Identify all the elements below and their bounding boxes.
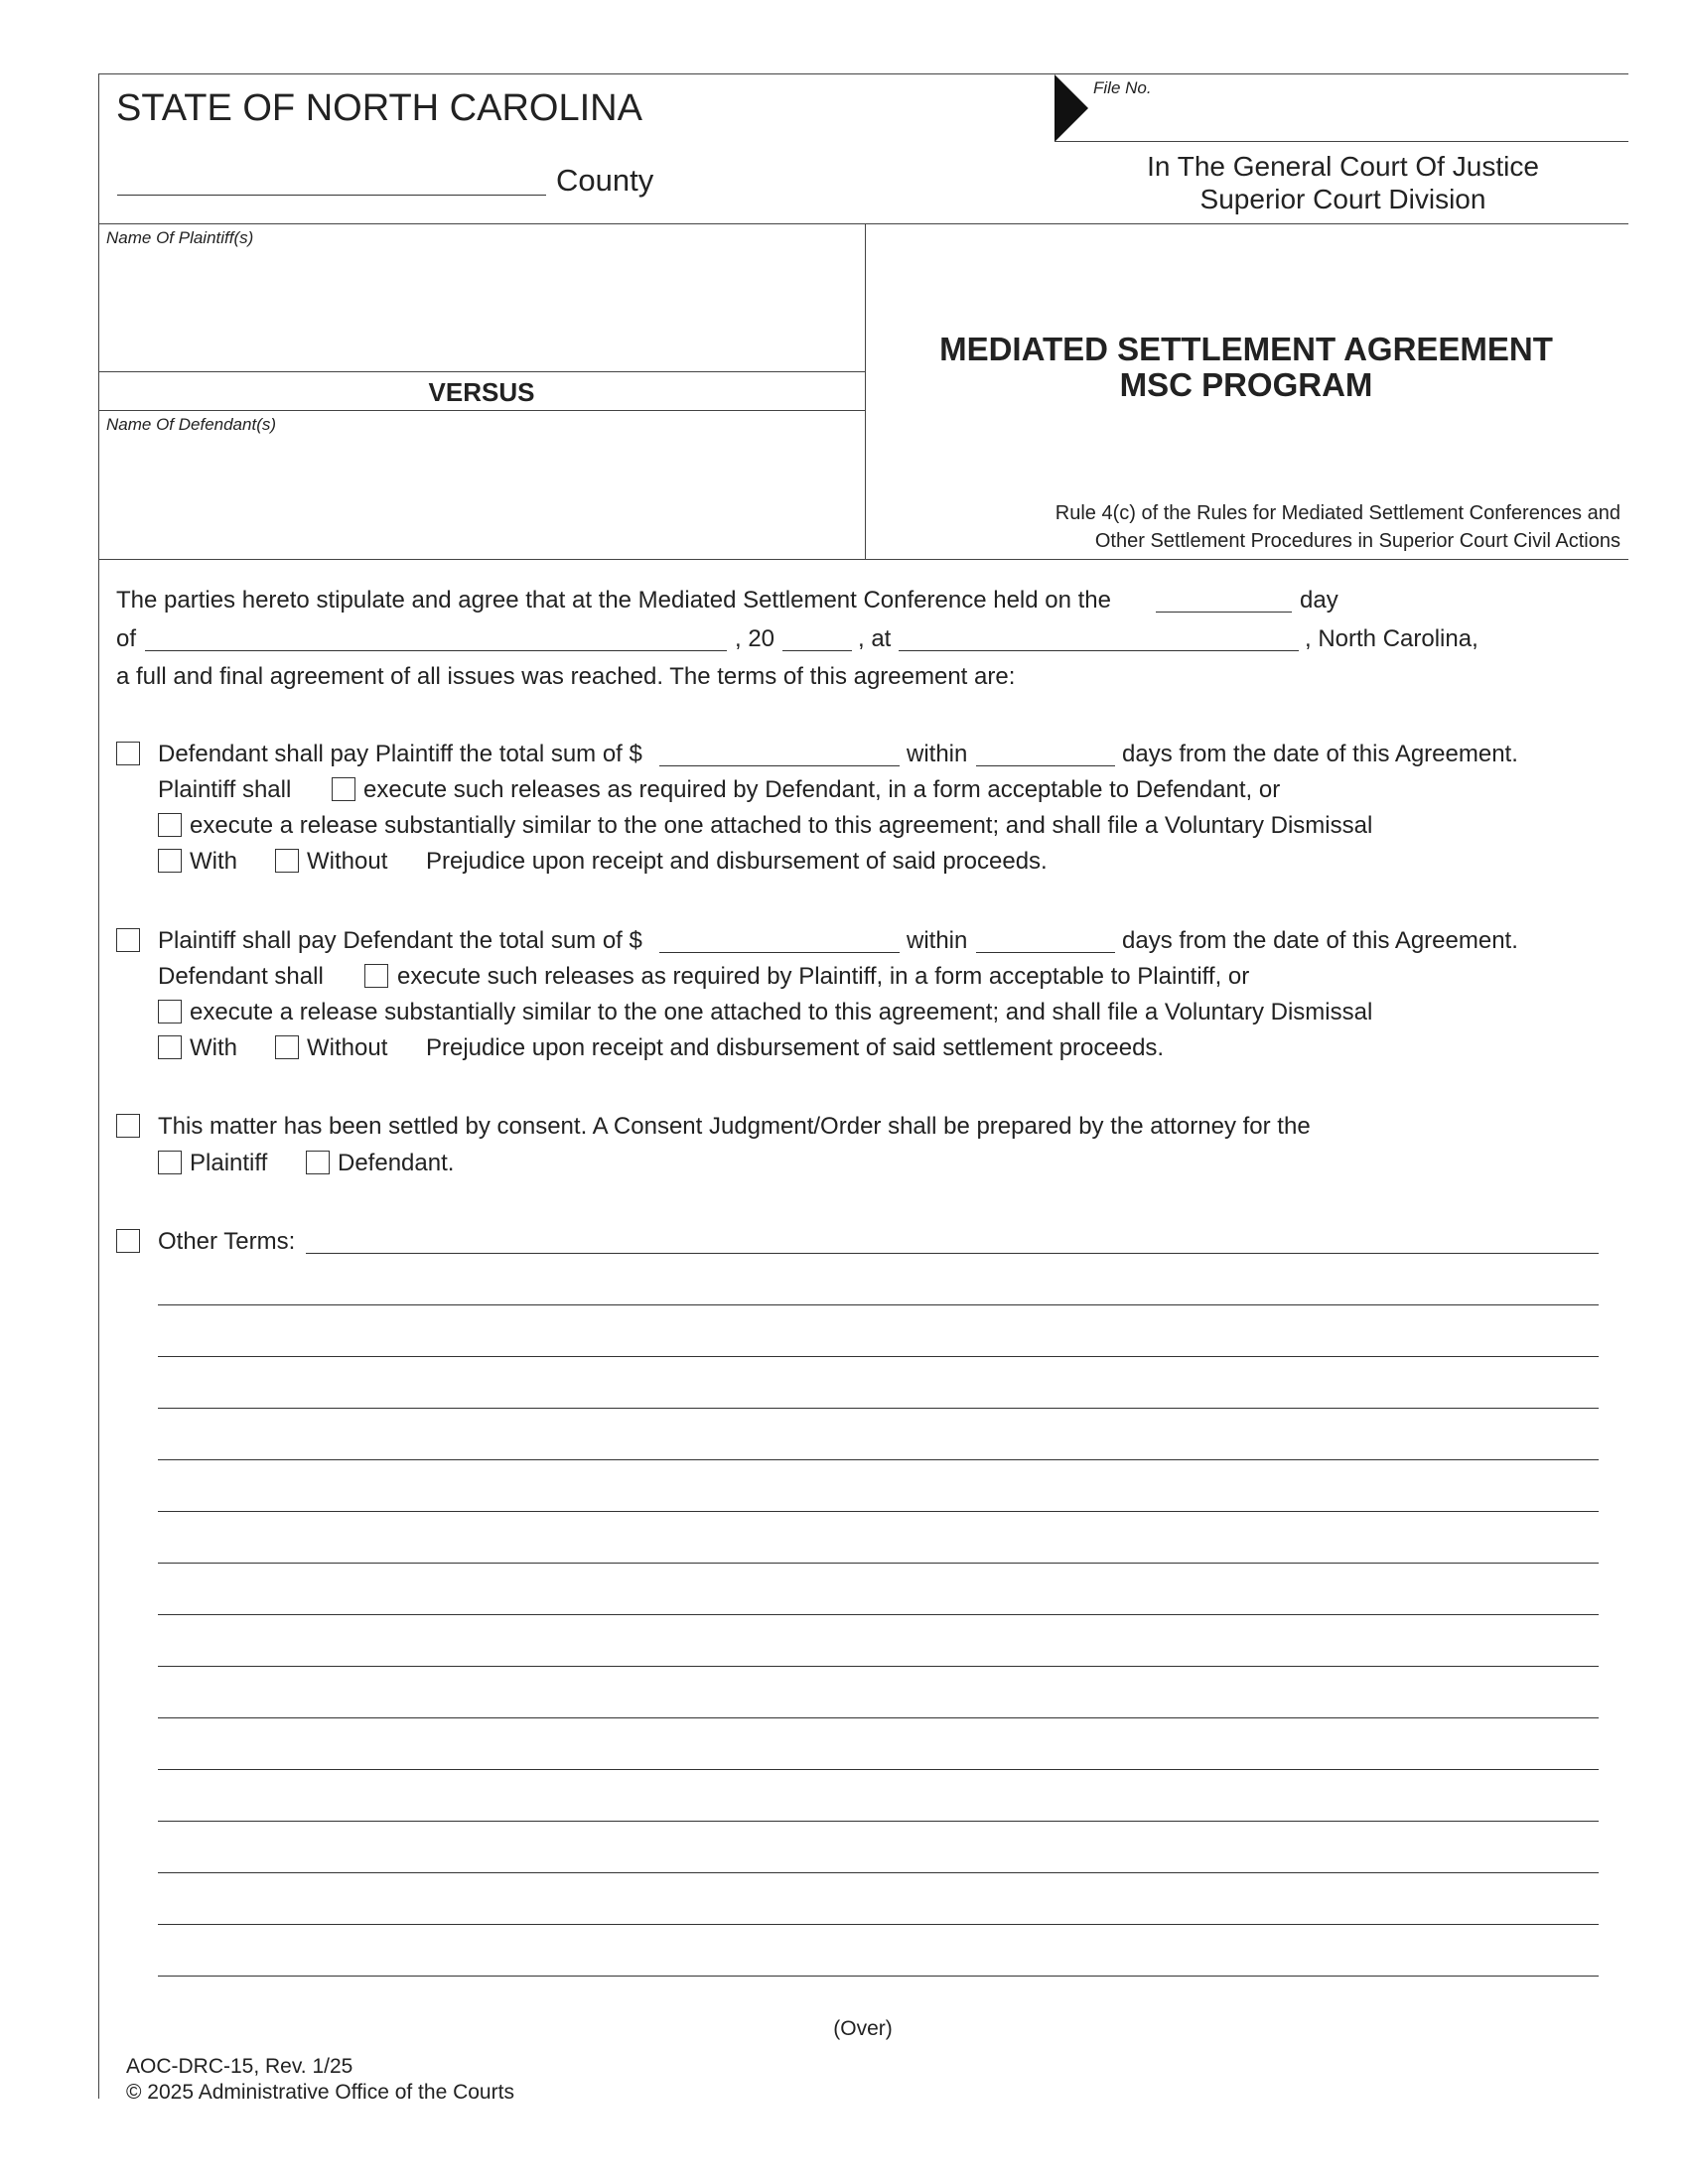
other-terms-line[interactable] <box>158 1821 1599 1822</box>
other-terms-line[interactable] <box>158 1976 1599 1977</box>
plaintiff-label: Name Of Plaintiff(s) <box>106 228 254 247</box>
title-divider <box>98 559 1628 560</box>
month-field[interactable] <box>145 650 727 651</box>
option2-days-label: days from the date of this Agreement. <box>1122 927 1518 954</box>
option2-days-field[interactable] <box>976 952 1115 953</box>
option3-defendant-label: Defendant. <box>338 1150 455 1176</box>
other-terms-line[interactable] <box>158 1408 1599 1409</box>
intro-year-label: , 20 <box>735 625 775 652</box>
top-border <box>98 73 1628 74</box>
option1-prejudice-text: Prejudice upon receipt and disbursement of said proceeds. <box>426 848 1048 875</box>
versus-top-line <box>98 371 865 372</box>
option2-release2-checkbox[interactable] <box>158 1000 182 1024</box>
county-name-field[interactable] <box>117 195 546 196</box>
option1-without-label: Without <box>307 848 388 875</box>
option2-prejudice-text: Prejudice upon receipt and disbursement of said settlement proceeds. <box>426 1034 1165 1061</box>
other-terms-line[interactable] <box>158 1614 1599 1615</box>
option2-with-label: With <box>190 1034 237 1061</box>
other-terms-line[interactable] <box>158 1769 1599 1770</box>
file-no-field[interactable] <box>1055 141 1628 142</box>
option3-plaintiff-label: Plaintiff <box>190 1150 268 1176</box>
option2-within-label: within <box>907 927 968 954</box>
option2-amount-field[interactable] <box>659 952 900 953</box>
intro-state-label: , North Carolina, <box>1305 625 1478 652</box>
other-terms-line[interactable] <box>158 1459 1599 1460</box>
copyright: © 2025 Administrative Office of the Courts <box>126 2081 514 2104</box>
location-field[interactable] <box>899 650 1299 651</box>
option2-checkbox[interactable] <box>116 928 140 952</box>
rule-line-1: Rule 4(c) of the Rules for Mediated Settlement Conferences and <box>1055 502 1620 524</box>
other-terms-label: Other Terms: <box>158 1228 296 1255</box>
plaintiff-name-field[interactable] <box>99 253 864 370</box>
versus-label: VERSUS <box>428 377 535 407</box>
form-id: AOC-DRC-15, Rev. 1/25 <box>126 2055 353 2078</box>
form-title-line-2: MSC PROGRAM <box>1119 366 1373 403</box>
option4-checkbox[interactable] <box>116 1229 140 1253</box>
option1-release1-text: execute such releases as required by Defendant, in a form acceptable to Defendant, or <box>363 776 1281 803</box>
defendant-name-field[interactable] <box>99 439 864 556</box>
other-terms-line[interactable] <box>158 1304 1599 1305</box>
court-line-2: Superior Court Division <box>1199 184 1486 214</box>
option1-with-label: With <box>190 848 237 875</box>
intro-line-1: The parties hereto stipulate and agree that at the Mediated Settlement Conference held on the <box>116 587 1111 614</box>
option2-release1-checkbox[interactable] <box>364 964 388 988</box>
defendant-label: Name Of Defendant(s) <box>106 415 277 434</box>
option1-release2-text: execute a release substantially similar to the one attached to this agreement; and shall file a Voluntary Dismissal <box>190 812 1373 839</box>
intro-day-label: day <box>1300 587 1338 614</box>
option1-within-label: within <box>907 741 968 767</box>
option3-checkbox[interactable] <box>116 1114 140 1138</box>
other-terms-line[interactable] <box>158 1924 1599 1925</box>
option3-defendant-checkbox[interactable] <box>306 1151 330 1174</box>
other-terms-line[interactable] <box>158 1563 1599 1564</box>
option2-release1-text: execute such releases as required by Plaintiff, in a form acceptable to Plaintiff, or <box>397 963 1250 990</box>
option1-with-checkbox[interactable] <box>158 849 182 873</box>
option2-without-checkbox[interactable] <box>275 1035 299 1059</box>
other-terms-line[interactable] <box>158 1511 1599 1512</box>
versus-bottom-line <box>98 410 865 411</box>
intro-line-3: a full and final agreement of all issues was reached. The terms of this agreement are: <box>116 663 1016 690</box>
option2-without-label: Without <box>307 1034 388 1061</box>
parties-divider <box>865 223 866 560</box>
option2-with-checkbox[interactable] <box>158 1035 182 1059</box>
other-terms-line[interactable] <box>158 1872 1599 1873</box>
option2-line-1: Plaintiff shall pay Defendant the total sum of $ <box>158 927 642 954</box>
option2-shall-label: Defendant shall <box>158 963 324 990</box>
intro-at-label: , at <box>858 625 892 652</box>
other-terms-line[interactable] <box>158 1666 1599 1667</box>
header-divider <box>98 223 1628 224</box>
option1-days-label: days from the date of this Agreement. <box>1122 741 1518 767</box>
other-terms-line[interactable] <box>158 1717 1599 1718</box>
option1-days-field[interactable] <box>976 765 1115 766</box>
year-field[interactable] <box>782 650 852 651</box>
other-terms-line[interactable] <box>306 1253 1599 1254</box>
file-no-label: File No. <box>1093 78 1152 97</box>
option1-shall-label: Plaintiff shall <box>158 776 292 803</box>
option1-checkbox[interactable] <box>116 742 140 765</box>
option1-release1-checkbox[interactable] <box>332 777 355 801</box>
day-field[interactable] <box>1156 612 1292 613</box>
state-heading: STATE OF NORTH CAROLINA <box>116 87 642 129</box>
court-line-1: In The General Court Of Justice <box>1147 151 1539 182</box>
option1-amount-field[interactable] <box>659 765 900 766</box>
rule-line-2: Other Settlement Procedures in Superior Court Civil Actions <box>1094 530 1620 552</box>
option3-plaintiff-checkbox[interactable] <box>158 1151 182 1174</box>
option3-line-1: This matter has been settled by consent. A Consent Judgment/Order shall be prepared by the attorney for the <box>158 1113 1311 1140</box>
form-title-line-1: MEDIATED SETTLEMENT AGREEMENT <box>939 331 1553 367</box>
option1-without-checkbox[interactable] <box>275 849 299 873</box>
over-label: (Over) <box>833 2017 893 2040</box>
other-terms-line[interactable] <box>158 1356 1599 1357</box>
option1-line-1: Defendant shall pay Plaintiff the total sum of $ <box>158 741 642 767</box>
file-no-arrow-icon <box>1055 74 1090 142</box>
option2-release2-text: execute a release substantially similar to the one attached to this agreement; and shall file a Voluntary Dismissal <box>190 999 1373 1025</box>
option1-release2-checkbox[interactable] <box>158 813 182 837</box>
intro-of-label: of <box>116 625 137 652</box>
county-label: County <box>556 163 654 198</box>
